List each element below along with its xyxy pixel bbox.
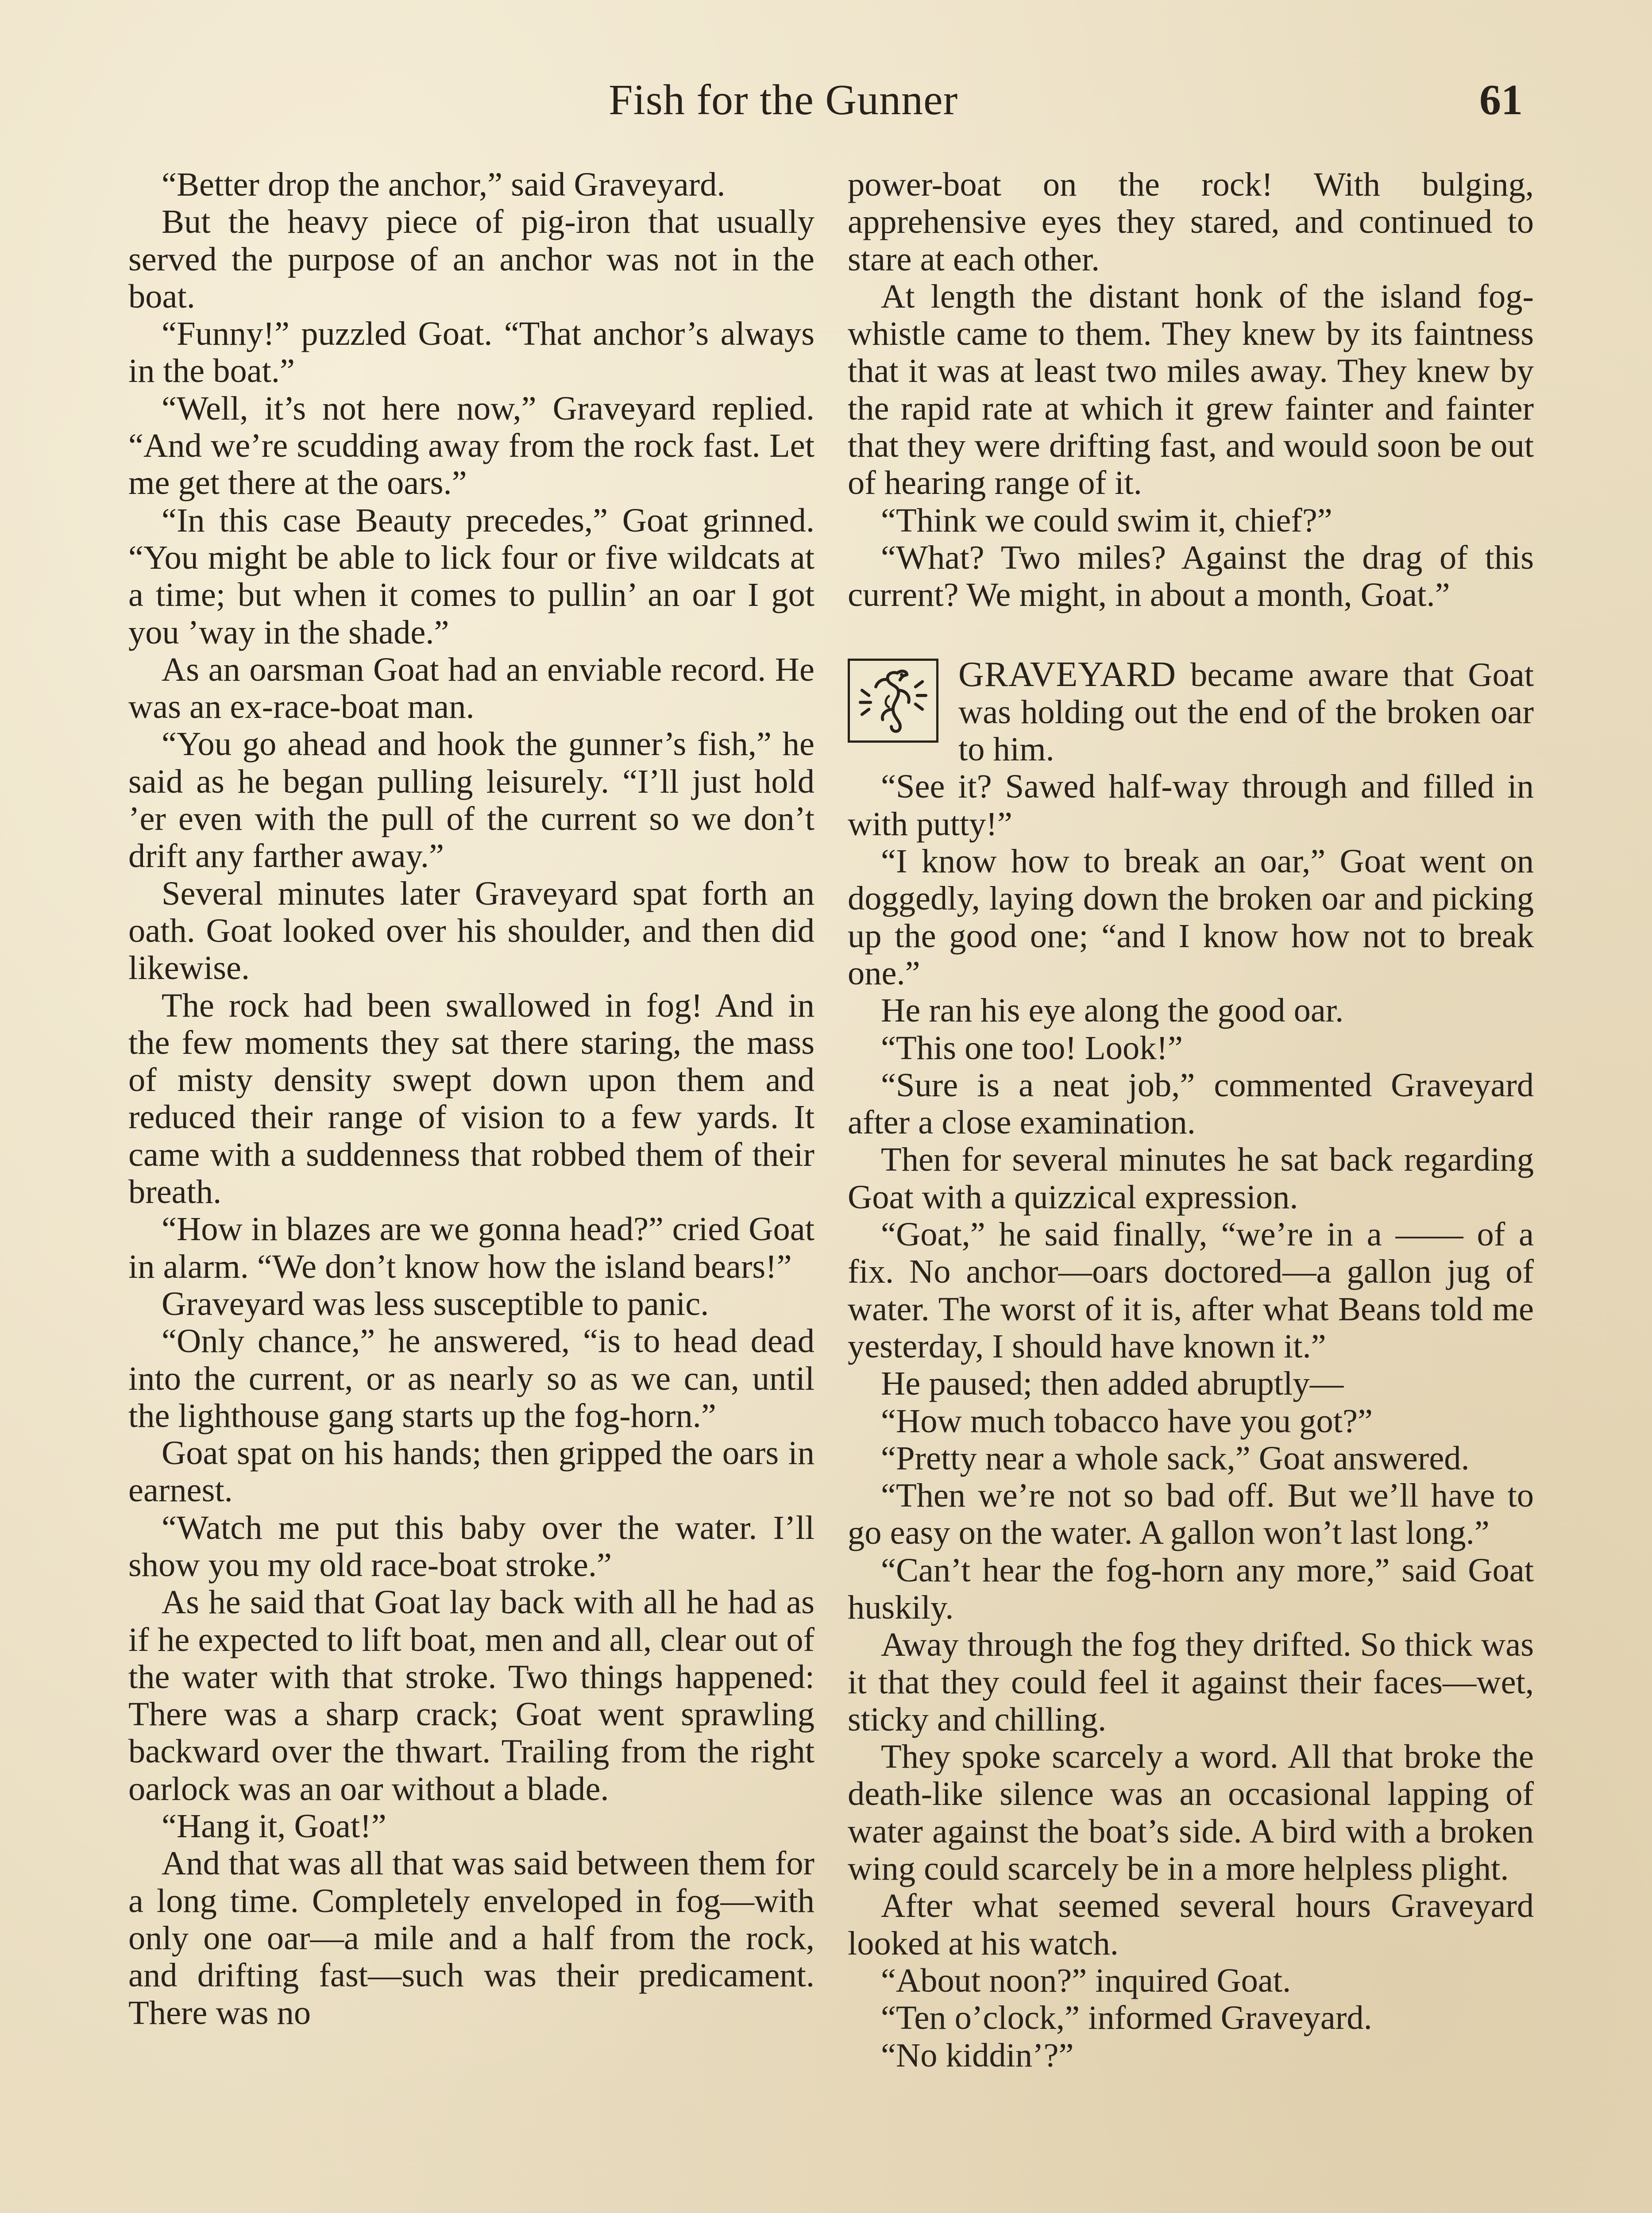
paragraph: He ran his eye along the good oar. (881, 991, 1344, 1029)
paragraph: “Only chance,” he answered, “is to head dead into the current, or as nearly so as we can, until the lighthouse gang starts up the fog-horn.” (128, 1322, 814, 1434)
paragraph: “Better drop the anchor,” said Graveyard. (162, 166, 726, 203)
paragraph: Graveyard was less susceptible to panic. (162, 1284, 709, 1322)
paragraph: “This one too! Look!” (881, 1029, 1183, 1067)
paragraph: “Funny!” puzzled Goat. “That anchor’s always in the boat.” (128, 315, 814, 390)
paragraph: “What? Two miles? Against the drag of this current? We might, in about a month, Goat.” (848, 538, 1534, 614)
paragraph: “About noon?” inquired Goat. (881, 1961, 1291, 1999)
paragraph: And that was all that was said between them for a long time. Completely enveloped in fog—with only one oar—a mile and a half from the rock, and drifting fast—such was their predicament. There was no (128, 1844, 814, 2032)
section-break-paragraph (848, 656, 1534, 768)
paragraph: “I know how to break an oar,” Goat went on doggedly, laying down the broken oar and picking up the good one; “and I know how not to break one.” (848, 842, 1534, 992)
paragraph: At length the distant honk of the island fog-whistle came to them. They knew by its faintness that it was at least two miles away. They knew by the rapid rate at which it grew fainter and fainter that they were drifting fast, and would soon be out of hearing range of it. (848, 277, 1534, 502)
paragraph: The rock had been swallowed in fog! And in the few moments they sat there staring, the mass of misty density swept down upon them and reduced their range of vision to a few yards. It came with a suddenness that robbed them of their breath. (128, 986, 814, 1211)
paragraph: “Sure is a neat job,” commented Graveyard after a close examination. (848, 1066, 1534, 1141)
paragraph: As he said that Goat lay back with all he had as if he expected to lift boat, men and all, clear out of the water with that stroke. Two things happened: There was a sharp crack; Goat went sprawling backward over the thwart. Trailing from the right oarlock was an oar without a blade. (128, 1583, 814, 1808)
paragraph: “You go ahead and hook the gunner’s fish,” he said as he began pulling leisurely. “I’ll just hold ’er even with the pull of the current so we don’t drift any farther away.” (128, 725, 814, 875)
paragraph: “Hang it, Goat!” (162, 1807, 386, 1845)
paragraph: Goat spat on his hands; then gripped the oars in earnest. (128, 1434, 814, 1509)
lead-caps: GRAVEYARD (958, 655, 1177, 694)
paragraph: “How much tobacco have you got?” (881, 1402, 1373, 1440)
page-header (128, 75, 1523, 133)
paragraph: Several minutes later Graveyard spat forth an oath. Goat looked over his shoulder, and then did likewise. (128, 874, 814, 987)
paragraph: But the heavy piece of pig-iron that usually served the purpose of an anchor was not in the boat. (128, 203, 814, 315)
right-column (848, 166, 1534, 2074)
paragraph: “Think we could swim it, chief?” (881, 501, 1332, 539)
paragraph: “Well, it’s not here now,” Graveyard replied. “And we’re scudding away from the rock fast. Let me get there at the oars.” (128, 389, 814, 502)
paragraph: After what seemed several hours Graveyard looked at his watch. (848, 1887, 1534, 1962)
paragraph: “Can’t hear the fog-horn any more,” said Goat huskily. (848, 1551, 1534, 1626)
paragraph: Away through the fog they drifted. So thick was it that they could feel it against their faces—wet, sticky and chilling. (848, 1626, 1534, 1738)
paragraph: As an oarsman Goat had an enviable record. He was an ex-race-boat man. (128, 650, 814, 726)
paragraph: “Ten o’clock,” informed Graveyard. (881, 1999, 1372, 2037)
paragraph: “In this case Beauty precedes,” Goat grinned. “You might be able to lick four or five wildcats at a time; but when it comes to pullin’ an oar I got you ’way in the shade.” (128, 501, 814, 651)
paragraph: “No kiddin’?” (881, 2036, 1074, 2074)
paragraph: They spoke scarcely a word. All that broke the death-like silence was an occasional lapping of water against the boat’s side. A bird with a broken wing could scarcely be in a more helpless plight. (848, 1738, 1534, 1888)
paragraph: Then for several minutes he sat back regarding Goat with a quizzical expression. (848, 1141, 1534, 1216)
paragraph: “See it? Sawed half-way through and filled in with putty!” (848, 767, 1534, 843)
paragraph: “How in blazes are we gonna head?” cried Goat in alarm. “We don’t know how the island bears!” (128, 1210, 814, 1285)
left-column (128, 166, 814, 2032)
paragraph: He paused; then added abruptly— (881, 1365, 1344, 1403)
paragraph: “Goat,” he said finally, “we’re in a —— of a fix. No anchor—oars doctored—a gallon jug of water. The worst of it is, after what Beans told me yesterday, I should have known it.” (848, 1215, 1534, 1365)
paragraph: “Watch me put this baby over the water. I’ll show you my old race-boat stroke.” (128, 1508, 814, 1584)
page-number: 61 (1479, 76, 1523, 124)
running-title: Fish for the Gunner (609, 76, 958, 124)
seahorse-ornament-icon (848, 659, 938, 743)
paragraph: “Pretty near a whole sack,” Goat answered. (881, 1439, 1470, 1477)
section-break-text: became aware that Goat was holding out the end of the broken oar to him. (958, 655, 1534, 768)
paragraph: power-boat on the rock! With bulging, apprehensive eyes they stared, and continued to stare at each other. (848, 166, 1534, 278)
paragraph: “Then we’re not so bad off. But we’ll have to go easy on the water. A gallon won’t last long.” (848, 1477, 1534, 1552)
